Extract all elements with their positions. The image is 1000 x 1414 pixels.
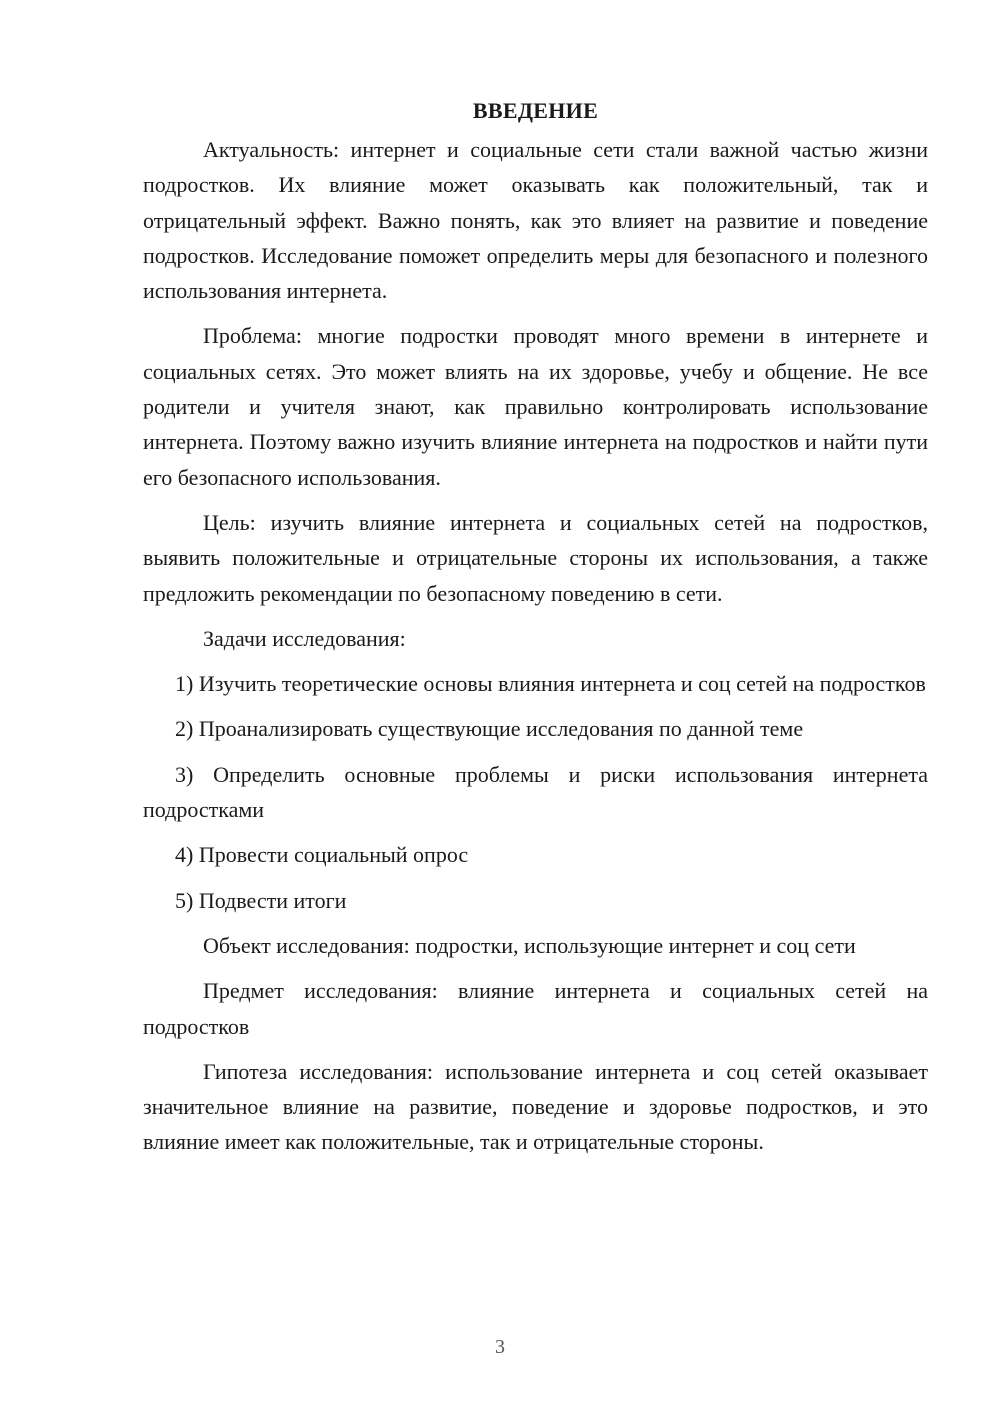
subject-paragraph: Предмет исследования: влияние интернета и социальных сетей на подростков: [143, 978, 928, 1039]
task-item-1: 1) Изучить теоретические основы влияния интернета и соц сетей на подростков: [175, 671, 926, 697]
document-page: [143, 93, 928, 1170]
problem-paragraph: Проблема: многие подростки проводят много времени в интернете и социальных сетях. Это может влиять на их здоровье, учебу и общение. Не все родители и учителя знают, как правильно контролировать использование интернета. Поэтому важно изучить влияние интернета на подростков и найти пути его безопасного использования.: [143, 323, 928, 490]
tasks-heading: Задачи исследования:: [203, 625, 406, 651]
page-title: ВВЕДЕНИЕ: [472, 98, 599, 123]
hypothesis-paragraph: Гипотеза исследования: использование интернета и соц сетей оказывает значительное влияние на развитие, поведение и здоровье подростков, и это влияние имеет как положительные, так и отрицательные стороны.: [143, 1058, 928, 1155]
page-number: 3: [495, 1336, 505, 1358]
goal-paragraph: Цель: изучить влияние интернета и социальных сетей на подростков, выявить положительные и отрицательные стороны их использования, а также предложить рекомендации по безопасному поведению в сети.: [143, 509, 928, 606]
task-item-3: 3) Определить основные проблемы и риски использования интернета подростками: [143, 761, 928, 823]
relevance-paragraph: Актуальность: интернет и социальные сети стали важной частью жизни подростков. Их влияние может оказывать как положительный, так и отрицательный эффект. Важно понять, как это влияет на развитие и поведение подростков. Исследование поможет определить меры для безопасного и полезного использования интернета.: [143, 137, 928, 304]
task-item-2: 2) Проанализировать существующие исследования по данной теме: [175, 716, 804, 742]
task-item-5: 5) Подвести итоги: [175, 887, 347, 913]
task-item-4: 4) Провести социальный опрос: [175, 842, 469, 868]
object-paragraph: Объект исследования: подростки, использующие интернет и соц сети: [203, 932, 856, 958]
